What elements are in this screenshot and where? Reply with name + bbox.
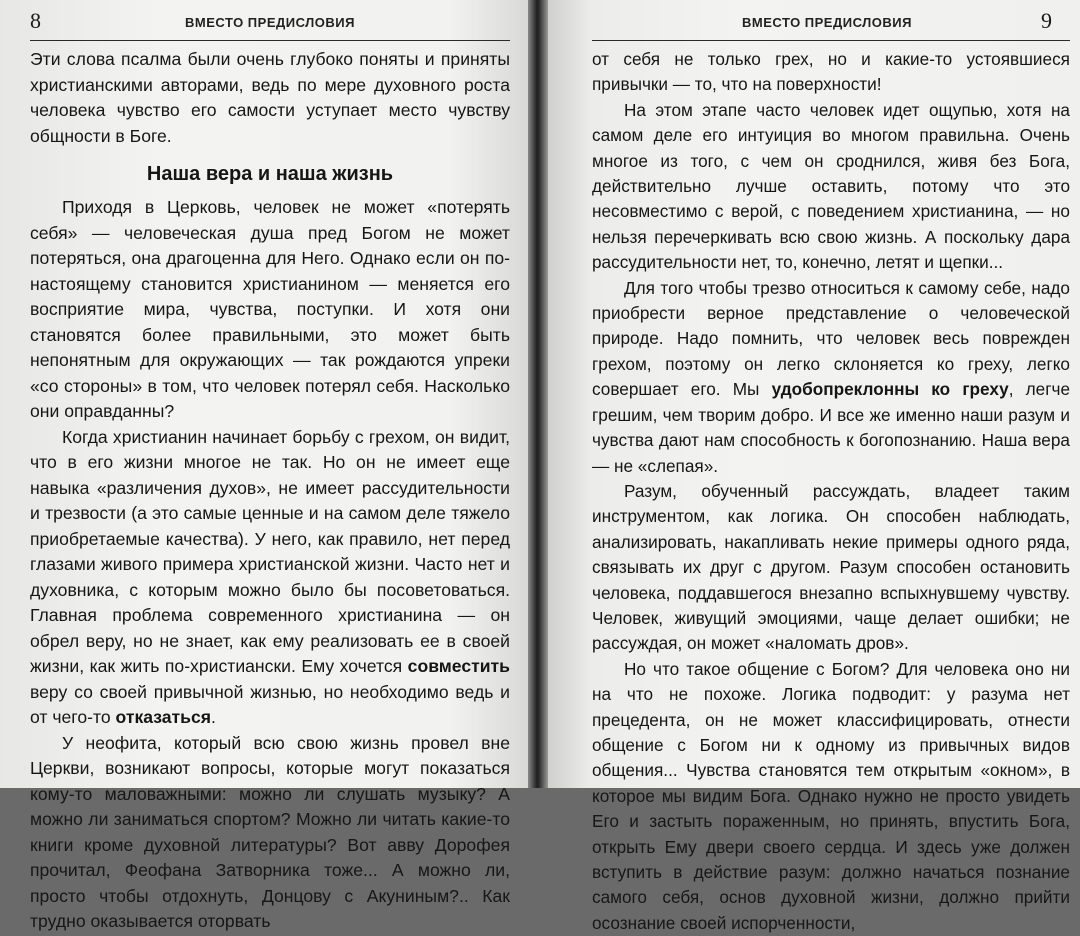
left-page-header [30,6,510,41]
right-paragraph-2: На этом этапе часто человек идет ощупью, хотя на самом деле его интуиция во многом правильна. Очень многое из того, с чем он сроднился, живя без Бога, действительно лучше оставить, потому что это несовместимо с верой, с поведением христианина, — но нельзя перечеркивать всю свою жизнь. А поскольку дара рассудительности нет, то, конечно, летят и щепки... [592,99,1070,273]
book-gutter [528,0,548,788]
right-paragraph-3-text-a: Для того чтобы трезво относиться к самому себе, надо приобрести верное представление о человеческой природе. Надо помнить, что человек весь поврежден грехом, поэтому он легко склоняется ко греху, легко совершает его. Мы [592,277,1070,400]
left-paragraph-3-text-b: веру со своей привычной жизнью, но необходимо ведь и от чего-то [30,681,510,727]
bold-term-combine: совместить [407,656,510,676]
left-running-head: ВМЕСТО ПРЕДИСЛОВИЯ [185,15,355,30]
right-paragraph-3-text-b: , легче грешим, чем творим добро. И все же именно наши разум и чувства дают нам способность к богопознанию. Наша вера — не «слепая». [592,379,1071,476]
right-paragraph-5: Но что такое общение с Богом? Для человека оно ни на что не похоже. Логика подводит: у разума нет прецедента, он не может классифицировать, отнести общение с Богом ни к одному из привычных видов общения... Чувства становятся тем открытым «окном», в которое мы видим Бога. Однако нужно не просто увидеть Его и застыть пораженным, но принять, впустить Бога, открыть Ему двери своего сердца. И здесь уже должен вступить в действие разум: должно начаться познание самого себя, основ духовной жизни, должно прийти осознание своей испорченности, [592,658,1070,933]
left-paragraph-1: Эти слова псалма были очень глубоко поняты и приняты христианскими авторами, ведь по мере духовного роста человека чувство его самости уступает место чувству общности в Боге. [30,49,510,146]
left-page-number: 8 [30,8,41,33]
right-page [548,0,1080,933]
right-paragraph-4: Разум, обученный рассуждать, владеет таким инструментом, как логика. Он способен наблюдать, анализировать, накапливать некие примеры одного ряда, связывать их друг с другом. Разум способен остановить человека, поддавшегося внезапно вспыхнувшему чувству. Человек, живущий эмоциями, чаще делает ошибки; не рассуждая, он может «наломать дров». [592,480,1070,654]
section-heading: Наша вера и наша жизнь [146,163,394,185]
left-page-text [30,47,510,935]
left-page [0,0,528,931]
right-paragraph-1: от себя не только грех, но и какие-то устоявшиеся привычки — то, что на поверхности! [592,49,1070,95]
left-paragraph-3-text-a: Когда христианин начинает борьбу с грехом, он видит, что в его жизни многое не так. Но он не имеет еще навыка «различения духов», не имеет рассудительности и трезвости (а это самые ценные и на самом деле тяжело приобретаемые качества). У него, как правило, нет перед глазами живого примера христианской жизни. Часто нет и духовника, с которым можно было бы посоветоваться. Главная проблема современного христианина — он обрел веру, но не знает, как ему реализовать ее в своей жизни, как жить по-христиански. Ему хочется [30,426,510,676]
right-paragraph-3 [592,276,1070,479]
left-paragraph-3-text-c: . [211,707,216,727]
right-page-text [592,47,1070,936]
left-paragraph-2: Приходя в Церковь, человек не может «потерять себя» — человеческая душа пред Богом не может потеряться, она драгоценна для Него. Однако если он по-настоящему становится христианином — меняется его восприятие мира, чувства, поступки. И хотя они становятся более правильными, это может быть непонятным для окружающих — так рождаются упреки «со стороны» в том, что человек потерял себя. Насколько они оправданны? [30,197,510,421]
right-running-head: ВМЕСТО ПРЕДИСЛОВИЯ [742,15,912,30]
right-page-number: 9 [1041,8,1052,33]
bold-term-renounce: отказаться [115,707,212,727]
right-page-header [592,6,1070,41]
left-paragraph-3 [30,425,510,731]
left-paragraph-4: У неофита, который всю свою жизнь провел вне Церкви, возникают вопросы, которые могут показаться кому-то маловажными: можно ли слушать музыку? А можно ли заниматься спортом? Можно ли читать какие-то книги кроме духовной литературы? Вот авву Дорофея прочитал, Феофана Затворника тоже... А можно ли, просто чтобы отдохнуть, Донцову с Акуниным?.. Как трудно оказывается оторвать [30,732,510,931]
bold-term-prone-to-sin: удобопреклонны ко греху [771,379,1009,400]
